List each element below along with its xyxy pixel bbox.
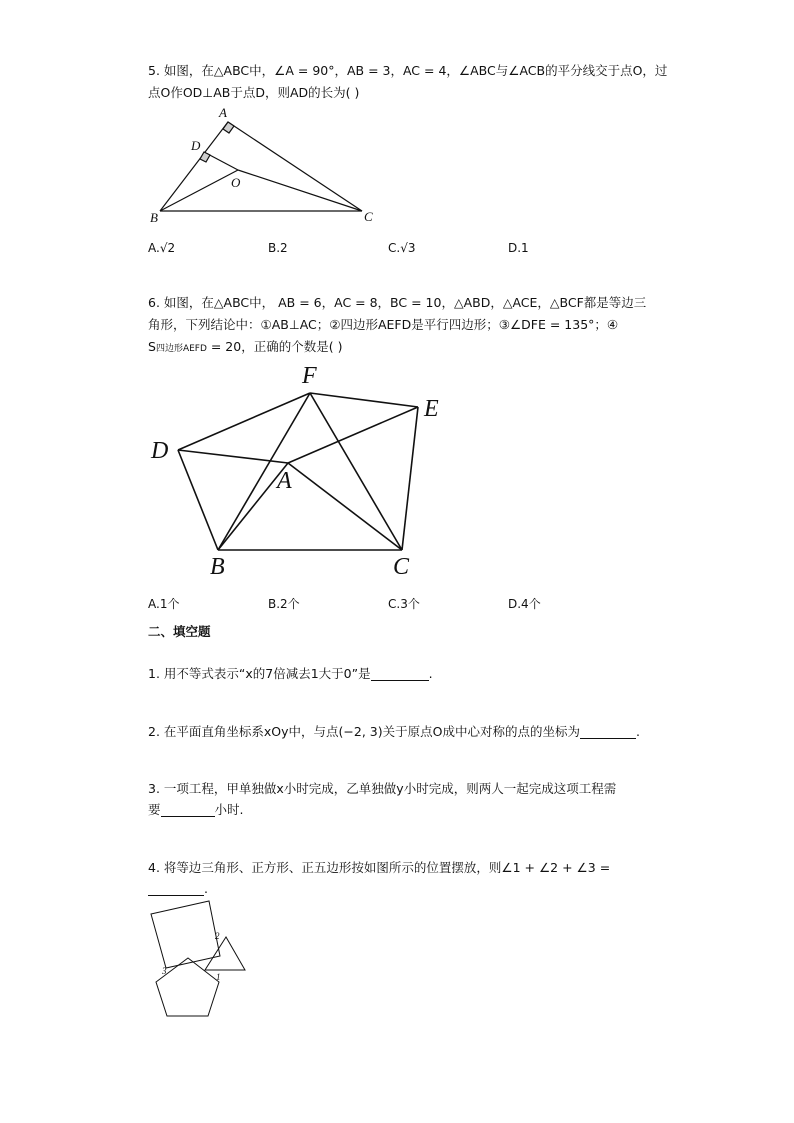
- q5-option-a[interactable]: A.√2: [148, 241, 176, 255]
- triangle-shape: [205, 937, 245, 970]
- q5-option-c[interactable]: C.√3: [388, 241, 416, 255]
- fill-q2-text: 2. 在平面直角坐标系xOy中，与点(−2, 3)关于原点O成中心对称的点的坐标为: [148, 724, 580, 739]
- q5-text-line1: 5. 如图，在△ABC中，∠A = 90°，AB = 3，AC = 4，∠ABC与∠ACB的平分线交于点O，过: [148, 63, 668, 78]
- fill-q2: [148, 721, 640, 743]
- square-shape: [151, 901, 220, 968]
- fill-q3-blank[interactable]: [161, 802, 215, 817]
- q6-label-f: F: [302, 363, 317, 389]
- fill-q2-end: .: [635, 724, 640, 739]
- q6-text-line2: 角形，下列结论中：①AB⊥AC；②四边形AEFD是平行四边形；③∠DFE = 135°；④: [148, 317, 619, 332]
- q4-polygons-figure: [145, 895, 255, 1025]
- q6-equilateral-figure: [140, 355, 460, 585]
- q6-label-d: D: [151, 438, 169, 464]
- q4-angle-3: 3: [162, 966, 167, 976]
- q6-label-a: A: [277, 468, 292, 494]
- fill-q2-blank[interactable]: [580, 724, 636, 739]
- fill-q3-line1: 3. 一项工程，甲单独做x小时完成，乙单独做y小时完成，则两人一起完成这项工程需: [148, 781, 617, 796]
- fill-q3-line2: [148, 799, 244, 821]
- q5-option-d[interactable]: D.1: [508, 241, 529, 255]
- q5-triangle-figure: [140, 100, 390, 230]
- q5-text-line2: 点O作OD⊥AB于点D，则AD的长为( ): [148, 85, 360, 100]
- fill-q1-text: 1. 用不等式表示“x的7倍减去1大于0”是: [148, 666, 371, 681]
- q5-label-d: D: [191, 138, 201, 153]
- q5-label-a: A: [219, 105, 227, 120]
- q6-area-subscript: 四边形AEFD: [155, 344, 207, 354]
- q6-option-b[interactable]: B.2个: [268, 597, 300, 611]
- fill-q4-blank[interactable]: [148, 881, 204, 896]
- q4-angle-2: 2: [215, 931, 220, 941]
- q6-option-c[interactable]: C.3个: [388, 597, 420, 611]
- q6-text-line1: 6. 如图，在△ABC中， AB = 6，AC = 8，BC = 10，△ABD，△ACE，△BCF都是等边三: [148, 295, 647, 310]
- q5-option-b[interactable]: B.2: [268, 241, 288, 255]
- fill-q3-pre: 要: [148, 802, 161, 817]
- q5-label-o: O: [231, 175, 241, 190]
- q6-area-symbol: S: [148, 339, 156, 354]
- fill-q4-end: .: [204, 881, 208, 896]
- fill-q1: [148, 663, 433, 685]
- section-title-fill-blank: 二、填空题: [148, 624, 211, 639]
- q5-label-b: B: [150, 210, 158, 225]
- q4-angle-1: 1: [216, 972, 221, 982]
- q6-label-e: E: [424, 396, 439, 422]
- fill-q4-line1: 4. 将等边三角形、正方形、正五边形按如图所示的位置摆放，则∠1 + ∠2 + ∠3 =: [148, 860, 611, 875]
- fill-q1-end: .: [428, 666, 433, 681]
- fill-q3-end: 小时.: [214, 802, 244, 817]
- q5-label-c: C: [364, 209, 373, 224]
- q6-option-d[interactable]: D.4个: [508, 597, 541, 611]
- q6-label-b: B: [210, 554, 225, 580]
- q6-label-c: C: [393, 554, 410, 580]
- q6-option-a[interactable]: A.1个: [148, 597, 180, 611]
- fill-q1-blank[interactable]: [371, 666, 429, 681]
- q6-line3-rest: = 20，正确的个数是( ): [206, 339, 343, 354]
